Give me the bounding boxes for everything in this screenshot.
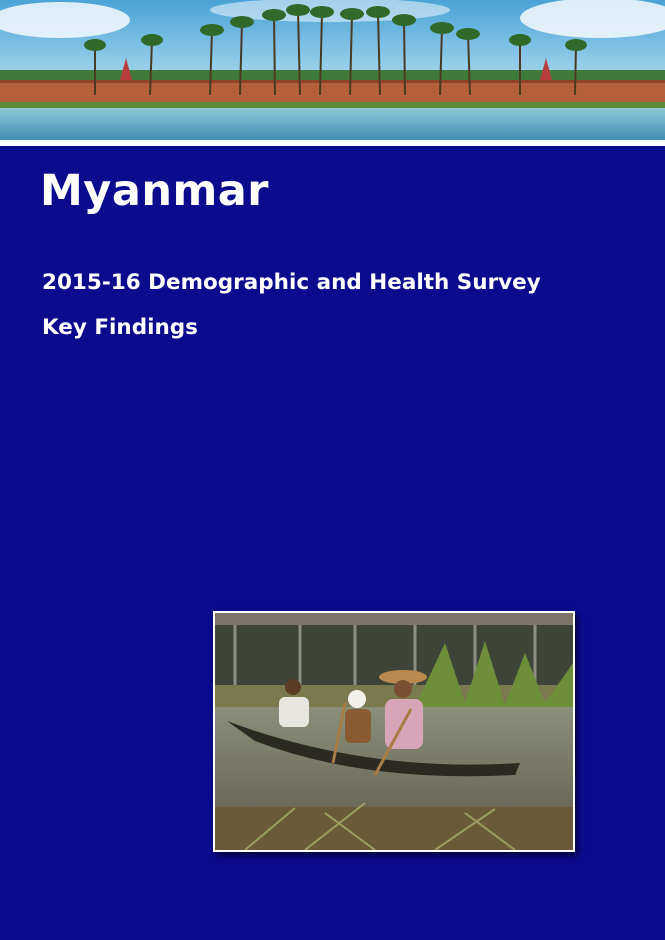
report-subtitle: Key Findings xyxy=(42,315,198,340)
survey-title: 2015-16 Demographic and Health Survey xyxy=(42,270,541,295)
header-banner-photo xyxy=(0,0,665,140)
cover-photo xyxy=(213,611,575,852)
country-title: Myanmar xyxy=(40,166,269,216)
palace-moat-palms-illustration xyxy=(0,0,665,140)
canoe-on-river-illustration xyxy=(215,613,573,850)
